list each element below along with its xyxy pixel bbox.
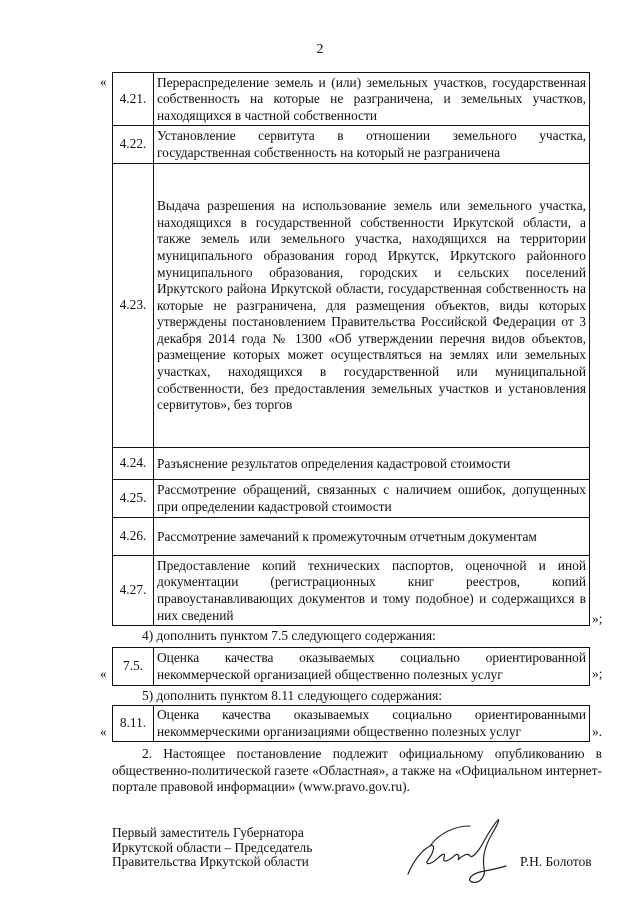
row-text: Перераспределение земель и (или) земельных участков, государственная собственность на которые не разграничена, и земельных участков, находящихся в частной собственности — [154, 73, 590, 126]
signature-block — [112, 826, 312, 870]
row-number: 4.25. — [113, 480, 154, 518]
row-text: Разъяснение результатов определения кадастровой стоимости — [154, 448, 590, 480]
table-7-5 — [112, 647, 590, 686]
table-8-11 — [112, 705, 590, 742]
row-text: Рассмотрение обращений, связанных с наличием ошибок, допущенных при определении кадастровой стоимости — [154, 480, 590, 518]
table-row — [113, 164, 590, 448]
row-text: Предоставление копий технических паспортов, оценочной и иной документации (регистрационных книг реестров, копий правоустанавливающих документов и тому подобное) и содержащихся в них сведений — [154, 556, 590, 626]
row-number: 4.23. — [113, 164, 154, 448]
amendment-4: 4) дополнить пунктом 7.5 следующего содержания: — [142, 628, 436, 643]
closing-quote: »; — [592, 666, 603, 681]
row-text: Рассмотрение замечаний к промежуточным отчетным документам — [154, 518, 590, 556]
row-text: Оценка качества оказываемых социально ориентированными некоммерческими организациями общественно полезных услуг — [154, 706, 590, 742]
opening-quote: « — [100, 666, 107, 681]
signer-name: Р.Н. Болотов — [520, 854, 592, 869]
signer-title-line: Иркутской области – Председатель — [112, 839, 313, 855]
row-number: 8.11. — [113, 706, 154, 742]
row-number: 4.26. — [113, 518, 154, 556]
row-text: Выдача разрешения на использование земель или земельного участка, находящихся в государственной собственности Иркутской области, а также земель или земельного участка, находящихся на территории муниципального образования город Иркутск, Иркутского районного муниципального образования, городских и сельских поселений Иркутского района Иркутской области, государственная собственность на которые не разграничена, для размещения объектов, виды которых утверждены постановлением Правительства Российской Федерации от 3 декабря 2014 года № 1300 «Об утверждении перечня видов объектов, размещение которых может осуществляться на землях или земельных участках, находящихся в государственной или муниципальной собственности, без предоставления земельных участков и установления сервитутов», без торгов — [154, 164, 590, 448]
final-paragraph: 2. Настоящее постановление подлежит официальному опубликованию в общественно-политической газете «Областная», а также на «Официальном интернет-портале правовой информации» (www.pravo.gov.ru). — [112, 746, 602, 795]
table-row — [113, 73, 590, 126]
table-row — [113, 706, 590, 742]
opening-quote: « — [100, 724, 107, 739]
table-row — [113, 480, 590, 518]
table-row — [113, 556, 590, 626]
services-table — [112, 72, 590, 626]
amendment-5: 5) дополнить пунктом 8.11 следующего содержания: — [142, 688, 443, 703]
row-number: 4.22. — [113, 126, 154, 164]
row-number: 4.27. — [113, 556, 154, 626]
row-number: 7.5. — [113, 648, 154, 686]
table-row — [113, 648, 590, 686]
row-text: Установление сервитута в отношении земельного участка, государственная собственность на который не разграничена — [154, 126, 590, 164]
signer-title-line: Правительства Иркутской области — [112, 854, 309, 870]
closing-quote: »; — [592, 611, 603, 626]
table-row — [113, 448, 590, 480]
row-number: 4.21. — [113, 73, 154, 126]
handwritten-signature — [400, 812, 510, 892]
table-row — [113, 126, 590, 164]
opening-quote: « — [100, 74, 107, 89]
page-number: 2 — [316, 42, 324, 57]
row-number: 4.24. — [113, 448, 154, 480]
row-text: Оценка качества оказываемых социально ориентированной некоммерческой организацией общественно полезных услуг — [154, 648, 590, 686]
closing-quote: ». — [592, 724, 603, 739]
table-row — [113, 518, 590, 556]
signer-title-line: Первый заместитель Губернатора — [112, 825, 304, 840]
